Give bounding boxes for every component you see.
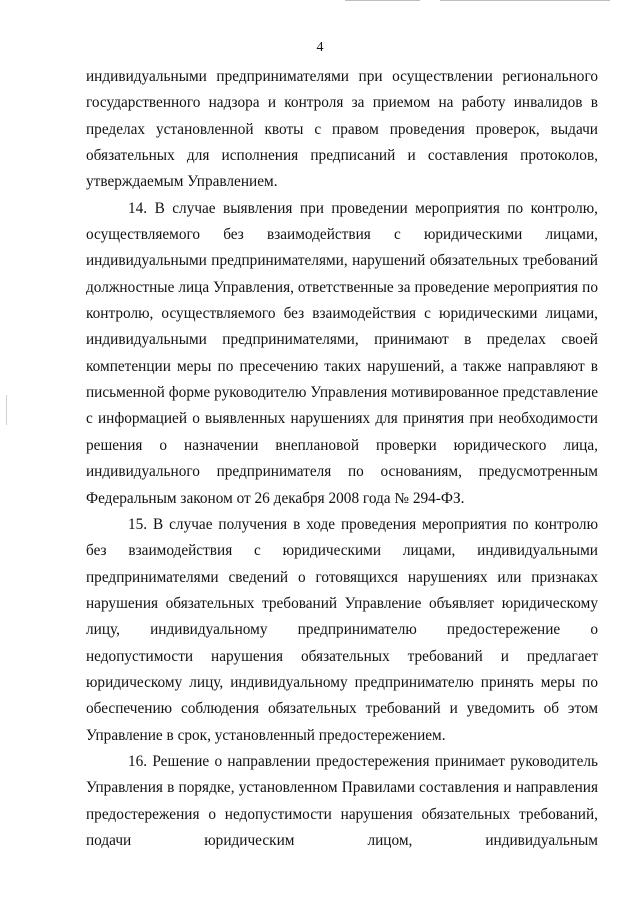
scan-artifact-line xyxy=(345,0,420,1)
paragraph-15: 15. В случае получения в ходе проведения мероприятия по контролю без взаимодействия с юридическими лицами, индивидуальными предпринимателями сведений о готовящихся нарушениях или признаках нарушения обязательных требований Управление объявляет юридическому лицу, индивидуальному предпринимателю предостережение о недопустимости нарушения обязательных требований и предлагает юридическому лицу, индивидуальному предпринимателю принять меры по обеспечению соблюдения обязательных требований и уведомить об этом Управление в срок, установленный предостережением. xyxy=(86,515,598,744)
paragraph-continuation: индивидуальными предпринимателями при осуществлении регионального государственного надзора и контроля за приемом на работу инвалидов в пределах установленной квоты с правом проведения проверок, выдачи обязательных для исполнения предписаний и составления протоколов, утверждаемым Управлением. xyxy=(86,68,598,191)
page-number: 4 xyxy=(316,40,324,55)
scan-artifact-line xyxy=(440,0,610,1)
document-body xyxy=(86,64,598,854)
paragraph-16: 16. Решение о направлении предостережения принимает руководитель Управления в порядке, установленном Правилами составления и направления предостережения о недопустимости нарушения обязательных требований, подачи юридическим лицом, индивидуальным xyxy=(86,752,598,849)
scan-edge-mark xyxy=(6,395,7,425)
paragraph-14: 14. В случае выявления при проведении мероприятия по контролю, осуществляемого без взаимодействия с юридическими лицами, индивидуальными предпринимателями, нарушений обязательных требований должностные лица Управления, ответственные за проведение мероприятия по контролю, осуществляемого без взаимодействия с юридическими лицами, индивидуальными предпринимателями, принимают в пределах своей компетенции меры по пресечению таких нарушений, а также направляют в письменной форме руководителю Управления мотивированное представление с информацией о выявленных нарушениях для принятия при необходимости решения о назначении внеплановой проверки юридического лица, индивидуального предпринимателя по основаниям, предусмотренным Федеральным законом от 26 декабря 2008 года № 294-ФЗ. xyxy=(86,199,598,507)
